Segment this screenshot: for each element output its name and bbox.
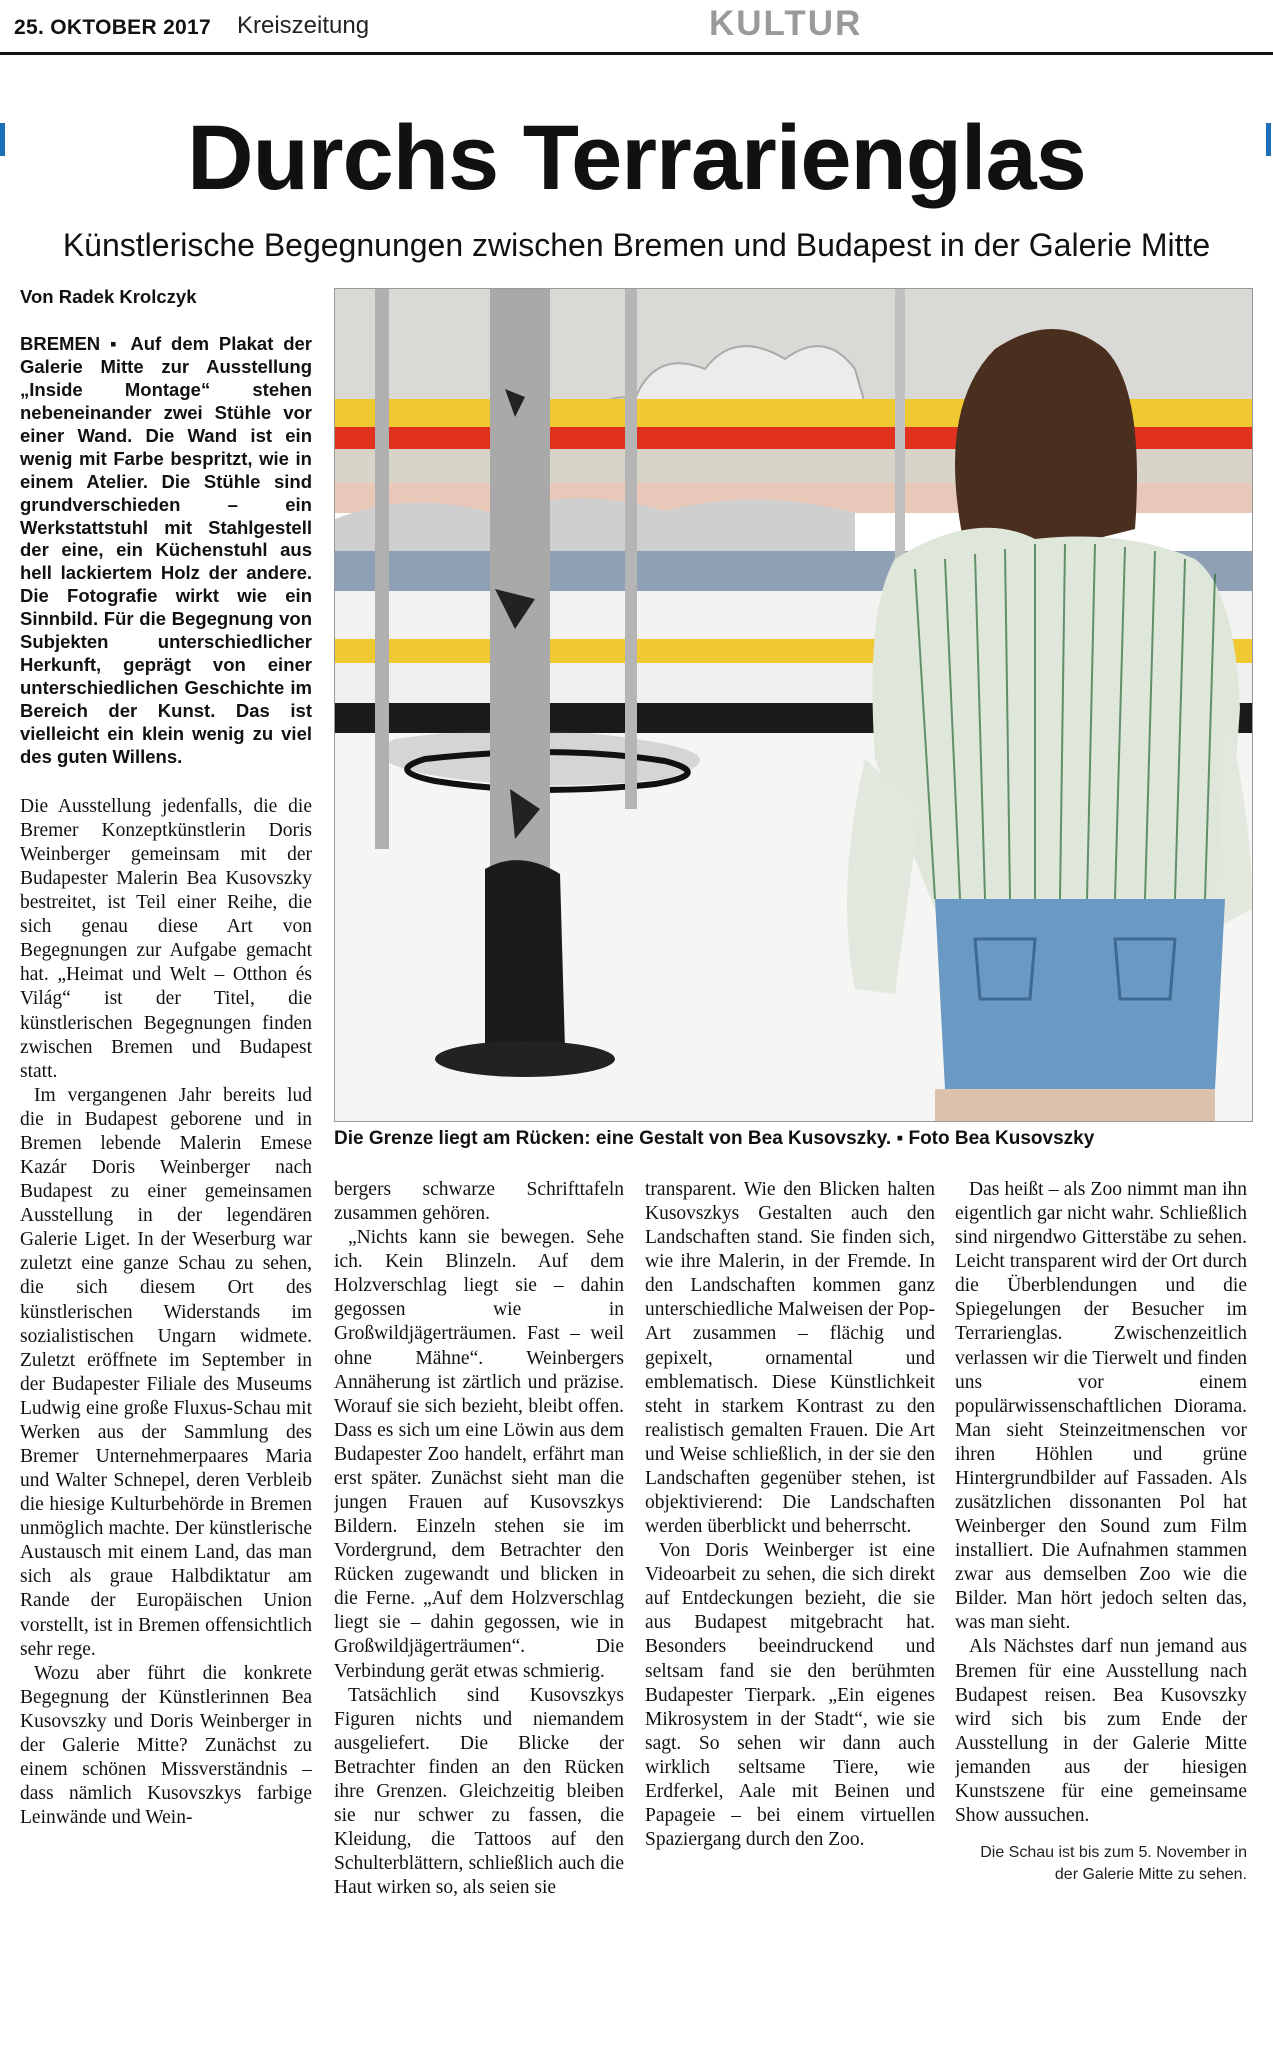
column-2	[334, 1178, 624, 2048]
paragraph: bergers schwarze Schrifttafeln zusammen gehören.	[334, 1179, 624, 1225]
section-label: KULTUR	[709, 4, 863, 43]
exhibition-note: Die Schau ist bis zum 5. November in der Galerie Mitte zu sehen.	[980, 1844, 1247, 1883]
paragraph: Das heißt – als Zoo nimmt man ihn eigentlich gar nicht wahr. Schließlich sind nirgendwo Gitterstäbe zu sehen. Leicht transparent wird der Ort durch die Überblendungen und die Spiegelungen der Besucher im Terrarienglas. Zwischenzeitlich verlassen wir die Tierwelt und finden uns vor einem populärwissenschaftlichen Diorama. Man sieht Steinzeitmenschen vor ihren Höhlen und grüne Hintergrundbilder auf Fassaden. Als zusätzlichen dissonanten Pol hat Weinberger den Sound zum Film installiert. Die Aufnahmen stammen zwar aus demselben Zoo wie die Bilder. Man hört jedoch selten das, was man sieht.	[955, 1179, 1247, 1634]
article-subtitle: Künstlerische Begegnungen zwischen Bremen und Budapest in der Galerie Mitte	[62, 227, 1211, 263]
paragraph: Die Ausstellung jedenfalls, die die Bremer Konzeptkünstlerin Doris Weinberger gemeinsam mit der Budapester Malerin Bea Kusovszky bestreitet, ist Teil einer Reihe, die sich genau diese Art von Begegnungen zur Aufgabe gemacht hat. „Heimat und Welt – Otthon és Világ“ ist der Titel, die künstlerischen Begegnungen finden zwischen Bremen und Budapest statt.	[20, 795, 312, 1082]
column-1	[20, 285, 312, 2045]
paragraph: Tatsächlich sind Kusovszkys Figuren nichts und niemandem ausgeliefert. Die Blicke der Betrachter finden an den Rücken ihre Grenzen. Gleichzeitig bleiben sie nur schwer zu fassen, die Kleidung, die Tattoos auf den Schulterblättern, schließlich auch die Haut wirken so, als seien sie	[334, 1684, 624, 1899]
lead-location: BREMEN ▪	[20, 333, 122, 355]
photo-caption: Die Grenze liegt am Rücken: eine Gestalt von Bea Kusovszky. ▪ Foto Bea Kusovszky	[334, 1128, 1095, 1149]
header-rule	[0, 52, 1273, 55]
column-3	[645, 1178, 935, 2048]
paragraph: transparent. Wie den Blicken halten Kusovszkys Gestalten auch den Landschaften stand. Sie finden sich, wie ihre Malerin, in der Fremde. In den Landschaften kommen ganz unterschiedliche Malweisen der Pop-Art zusammen – flächig und gepixelt, ornamental und emblematisch. Diese Künstlichkeit steht in starkem Kontrast zu den realistisch gemalten Frauen. Die Art und Weise schließlich, in der sie den Landschaften gegenüber stehen, ist objektivierend: Die Landschaften werden überblickt und beherrscht.	[645, 1179, 935, 1538]
paragraph: Im vergangenen Jahr bereits lud die in Budapest geborene und in Bremen lebende Malerin Emese Kazár Doris Weinberger nach Budapest zu einer gemeinsamen Ausstellung in der legendären Galerie Liget. In der Weserburg war zuletzt eine ganze Schau zu sehen, die sich diesem Ort des künstlerischen Widerstands im sozialistischen Ungarn widmete. Zuletzt eröffnete im September in der Budapester Filiale des Museums Ludwig eine große Fluxus-Schau mit Werken aus der Sammlung des Bremer Unternehmerpaares Maria und Walter Schnepel, deren Verbleib die hiesige Kulturbehörde in Bremen unmöglich machte. Der künstlerische Austausch mit einem Land, das man sich als graue Halbdiktatur am Rande der Europäischen Union vorstellt, ist in Bremen offensichtlich sehr rege.	[20, 1084, 312, 1660]
paragraph: „Nichts kann sie bewegen. Sehe ich. Kein Blinzeln. Auf dem Holzverschlag liegt sie – dahin gegossen wie in Großwildjägerträumen. Fast – weil ohne Mähne“. Weinbergers Annäherung ist zärtlich und präzise. Worauf sie sich bezieht, bleibt offen. Dass es sich um eine Löwin aus dem Budapester Zoo handelt, erfährt man erst später. Zunächst sieht man die jungen Frauen auf Kusovszkys Bildern. Einzeln stehen sie im Vordergrund, dem Betrachter den Rücken zugewandt und blicken in die Ferne. „Auf dem Holzverschlag liegt sie – dahin gegossen, wie in Großwildjägerträumen“. Die Verbindung gerät etwas schmierig.	[334, 1227, 624, 1682]
lead-paragraph	[20, 333, 312, 769]
article-photo	[334, 288, 1253, 1122]
column-4	[955, 1178, 1247, 2048]
newspaper-name: Kreiszeitung	[237, 12, 370, 39]
byline: Von Radek Krolczyk	[20, 286, 197, 307]
paragraph: Von Doris Weinberger ist eine Videoarbeit zu sehen, die sich direkt auf Entdeckungen bezieht, die sie aus Budapest mitgebracht hat. Besonders beeindruckend und seltsam fand sie den berühmten Budapester Tierpark. „Ein eigenes Mikrosystem in der Stadt“, wie sie sagt. So sehen wir dann auch wirklich seltsame Tiere, wie Erdferkel, Aale mit Beinen und Papageie – bei einem virtuellen Spaziergang durch den Zoo.	[645, 1540, 935, 1851]
paragraph: Wozu aber führt die konkrete Begegnung der Künstlerinnen Bea Kusovszky und Doris Weinberger in der Galerie Mitte? Zunächst zu einem schönen Missverständnis – dass nämlich Kusovszkys farbige Leinwände und Wein-	[20, 1662, 312, 1829]
paragraph: Als Nächstes darf nun jemand aus Bremen für eine Ausstellung nach Budapest reisen. Bea Kusovszky wird sich bis zum Ende der Ausstellung in der Galerie Mitte jemanden aus der hiesigen Kunstszene für eine gemeinsame Show aussuchen.	[955, 1636, 1247, 1827]
issue-date: 25. OKTOBER 2017	[14, 16, 211, 39]
article-title: Durchs Terrarienglas	[187, 107, 1086, 209]
lead-text: Auf dem Plakat der Galerie Mitte zur Ausstellung „Inside Montage“ stehen nebeneinander zwei Stühle vor einer Wand. Die Wand ist ein wenig mit Farbe bespritzt, wie in einem Atelier. Die Stühle sind grundverschieden – ein Werkstattstuhl mit Stahlgestell der eine, ein Küchenstuhl aus hell lackiertem Holz der andere. Die Fotografie wirkt wie ein Sinnbild. Für die Begegnung von Subjekten unterschiedlicher Herkunft, geprägt von einer unterschiedlichen Geschichte im Bereich der Kunst. Das ist vielleicht ein klein wenig zu viel des guten Willens.	[20, 333, 312, 767]
column-1-body	[20, 795, 312, 1830]
